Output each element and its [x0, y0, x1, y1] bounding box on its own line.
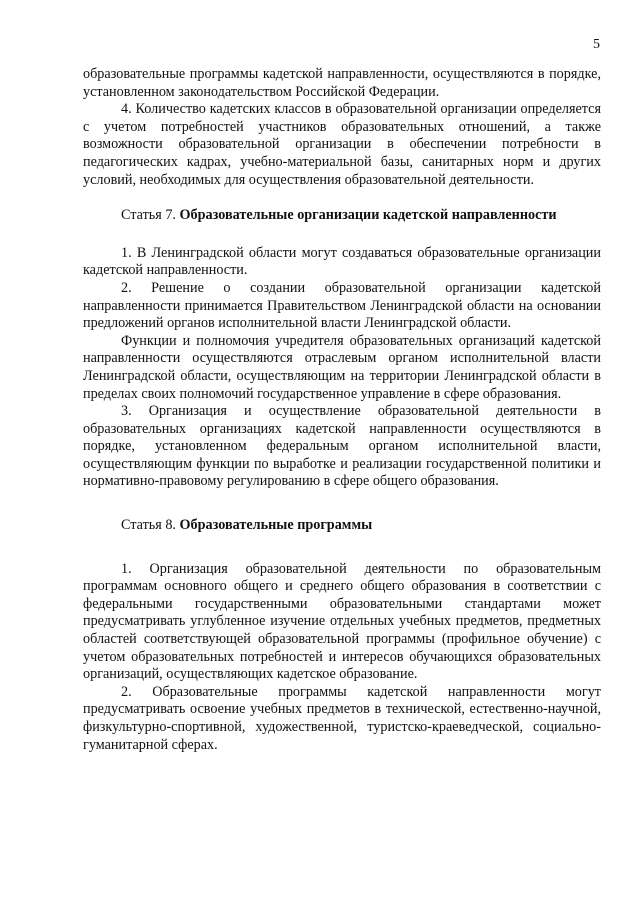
article-7-paragraph-3: 3. Организация и осуществление образовательной деятельности в образовательных организациях кадетской направленности осуществляются в порядке, установленном федеральным органом исполнительной власти, осуществляющим функции по выработке и реализации государственной политики и нормативно-правовому регулированию в сфере общего образования. [83, 403, 601, 490]
article-8-heading [83, 517, 601, 535]
article-8-paragraph-1: 1. Организация образовательной деятельности по образовательным программам основного общего и среднего общего образования в соответствии с федеральными государственными образовательными стандартами может предусматривать углубленное изучение отдельных учебных предметов, предметных областей соответствующей образовательной программы (профильное обучение) с учетом образовательных потребностей и интересов обучающихся образовательных организаций, осуществляющих кадетское образование. [83, 560, 601, 683]
spacer [83, 189, 601, 207]
spacer [83, 535, 601, 561]
spacer [83, 225, 601, 245]
article-7-paragraph-2-functions: Функции и полномочия учредителя образовательных организаций кадетской направленности осуществляются отраслевым органом исполнительной власти Ленинградской области, осуществляющим на территории Ленинградской области в пределах своих полномочий государственное управление в сфере образования. [83, 332, 601, 402]
article-7-prefix: Статья 7. [121, 207, 180, 224]
paragraph-continuation: образовательные программы кадетской направленности, осуществляются в порядке, установленном законодательством Российской Федерации. [83, 66, 601, 100]
paragraph-item-4: 4. Количество кадетских классов в образовательной организации определяется с учетом потребностей участников образовательных отношений, а также возможности образовательной организации в обеспечении потребности в педагогических кадрах, учебно-материальной базы, санитарных норм и других условий, необходимых для осуществления образовательной деятельности. [83, 101, 601, 188]
article-8-paragraph-2: 2. Образовательные программы кадетской направленности могут предусматривать освоение учебных предметов в технической, естественно-научной, физкультурно-спортивной, художественной, туристско-краеведческой, социально-гуманитарной сферах. [83, 683, 601, 753]
article-8-prefix: Статья 8. [121, 517, 180, 534]
page-number: 5 [593, 37, 600, 52]
article-7-paragraph-1: 1. В Ленинградской области могут создаваться образовательные организации кадетской направленности. [83, 244, 601, 279]
article-7-heading [83, 207, 601, 225]
document-body [83, 66, 601, 754]
article-8-title: Образовательные программы [179, 517, 373, 534]
article-7-paragraph-2: 2. Решение о создании образовательной организации кадетской направленности принимается Правительством Ленинградской области на основании предложений органов исполнительной власти Ленинградской области. [83, 279, 601, 332]
spacer [83, 491, 601, 517]
article-7-title: Образовательные организации кадетской направленности [179, 207, 557, 224]
